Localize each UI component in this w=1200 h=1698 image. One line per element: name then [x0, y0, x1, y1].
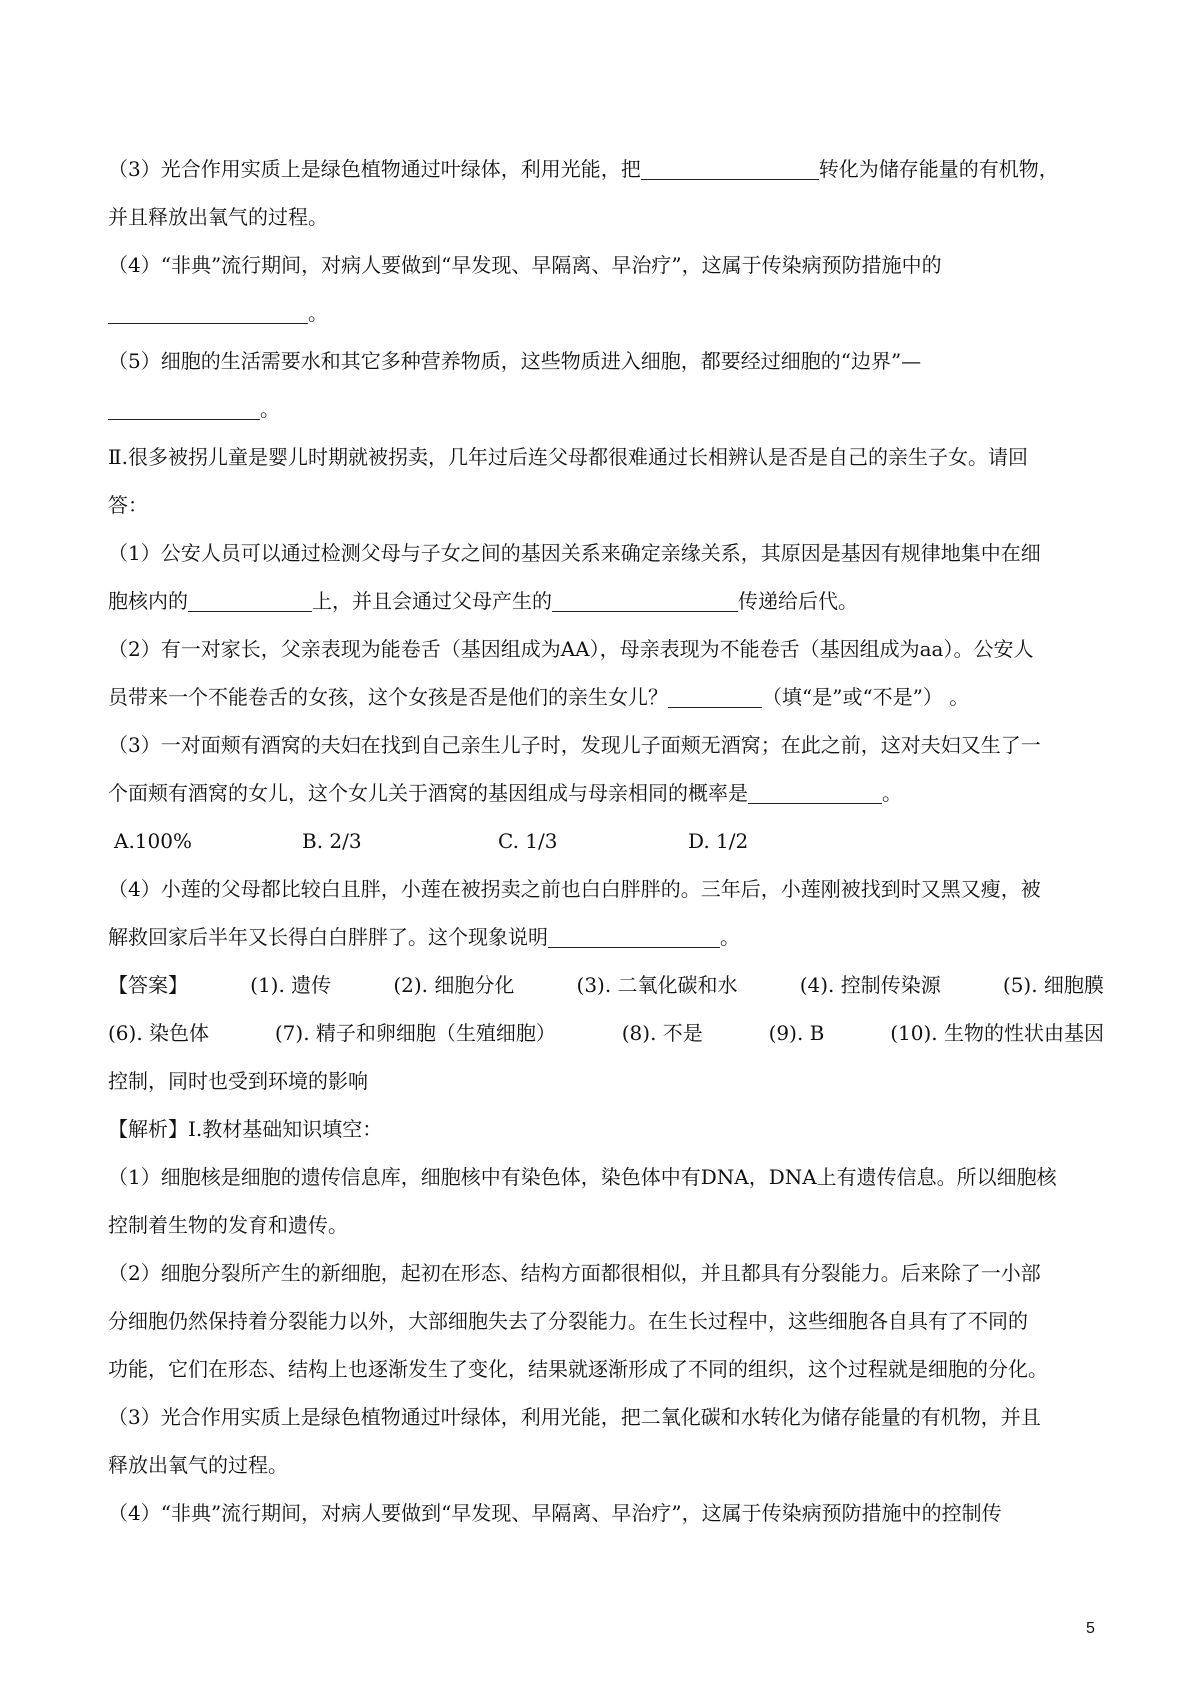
text: 解救回家后半年又长得白白胖胖了。这个现象说明 [108, 925, 548, 949]
part-2-question-3-line-1: （3）一对面颊有酒窝的夫妇在找到自己亲生儿子时，发现儿子面颊无酒窝；在此之前，这对夫妇又生了一 [108, 733, 1041, 757]
text: 。 [260, 397, 280, 421]
answer-item: (9). B [768, 1021, 825, 1045]
question-4-line-2 [108, 289, 1104, 337]
answer-line-1 [108, 961, 1104, 1009]
analysis-subheading: Ⅰ.教材基础知识填空： [188, 1117, 383, 1141]
part-2-question-2-line-2 [108, 673, 1104, 721]
option-b: B. 2/3 [302, 829, 362, 853]
answer-item: (10). 生物的性状由基因 [890, 1021, 1104, 1045]
text: （3）光合作用实质上是绿色植物通过叶绿体，利用光能，把 [108, 157, 641, 181]
question-5-line-1: （5）细胞的生活需要水和其它多种营养物质，这些物质进入细胞，都要经过细胞的“边界”— [108, 349, 922, 373]
answer-blank [108, 395, 260, 420]
analysis-line: 控制着生物的发育和遗传。 [108, 1213, 348, 1237]
answer-blank [748, 779, 882, 804]
answer-blank [552, 587, 738, 612]
answer-line-3: 控制，同时也受到环境的影响 [108, 1069, 368, 1093]
option-c: C. 1/3 [498, 829, 558, 853]
answer-blank [668, 683, 762, 708]
text: 上，并且会通过父母产生的 [312, 589, 552, 613]
part-2-question-3-line-2 [108, 769, 1104, 817]
text: （填“是”或“不是”） 。 [762, 685, 970, 709]
answer-line-2 [108, 1009, 1104, 1057]
text: 。 [308, 301, 328, 325]
part-2-question-2-line-1: （2）有一对家长，父亲表现为能卷舌（基因组成为AA），母亲表现为不能卷舌（基因组成为aa）。公安人 [108, 637, 1034, 661]
answer-blank [641, 155, 819, 180]
part-2-question-4-line-1: （4）小莲的父母都比较白且胖，小莲在被拐卖之前也白白胖胖的。三年后，小莲刚被找到时又黑又瘦，被 [108, 877, 1041, 901]
text: 。 [720, 925, 740, 949]
question-5-line-2 [108, 385, 1104, 433]
analysis-line: （4）“非典”流行期间，对病人要做到“早发现、早隔离、早治疗”，这属于传染病预防措施中的控制传 [108, 1501, 1002, 1525]
part-2-question-1-line-2 [108, 577, 1104, 625]
option-d: D. 1/2 [688, 829, 749, 853]
part-2-question-1-line-1: （1）公安人员可以通过检测父母与子女之间的基因关系来确定亲缘关系，其原因是基因有规律地集中在细 [108, 541, 1041, 565]
page-number: 5 [1086, 1620, 1095, 1637]
answer-item: (1). 遗传 [250, 973, 332, 997]
analysis-line: 分细胞仍然保持着分裂能力以外，大部细胞失去了分裂能力。在生长过程中，这些细胞各自具有了不同的 [108, 1309, 1028, 1333]
text: 转化为储存能量的有机物， [818, 157, 1059, 181]
analysis-line: （2）细胞分裂所产生的新细胞，起初在形态、结构方面都很相似，并且都具有分裂能力。后来除了一小部 [108, 1261, 1041, 1285]
option-a: A.100% [114, 829, 192, 853]
text: 员带来一个不能卷舌的女孩，这个女孩是否是他们的亲生女儿？ [108, 685, 668, 709]
answer-item: (2). 细胞分化 [393, 973, 515, 997]
text: 个面颊有酒窝的女儿，这个女儿关于酒窝的基因组成与母亲相同的概率是 [108, 781, 748, 805]
text: 胞核内的 [108, 589, 188, 613]
part-2-question-4-line-2 [108, 913, 1104, 961]
analysis-line: 功能，它们在形态、结构上也逐渐发生了变化，结果就逐渐形成了不同的组织，这个过程就是细胞的分化。 [108, 1357, 1048, 1381]
answer-item: (8). 不是 [621, 1021, 703, 1045]
analysis-line: （1）细胞核是细胞的遗传信息库，细胞核中有染色体，染色体中有DNA，DNA上有遗传信息。所以细胞核 [108, 1165, 1057, 1189]
choice-options [108, 817, 1104, 865]
answer-label: 【答案】 [108, 973, 188, 997]
answer-item: (4). 控制传染源 [799, 973, 941, 997]
analysis-line: （3）光合作用实质上是绿色植物通过叶绿体，利用光能，把二氧化碳和水转化为储存能量的有机物，并且 [108, 1405, 1041, 1429]
page-content [108, 145, 1104, 1537]
analysis-label: 【解析】 [108, 1117, 188, 1141]
text: 传递给后代。 [738, 589, 858, 613]
analysis-heading [108, 1105, 1104, 1153]
answer-item: (3). 二氧化碳和水 [576, 973, 738, 997]
question-3-line-2: 并且释放出氧气的过程。 [108, 205, 328, 229]
answer-blank [548, 923, 720, 948]
analysis-line: 释放出氧气的过程。 [108, 1453, 288, 1477]
text: 。 [882, 781, 902, 805]
answer-blank [188, 587, 312, 612]
question-4-line-1: （4）“非典”流行期间，对病人要做到“早发现、早隔离、早治疗”，这属于传染病预防措施中的 [108, 253, 942, 277]
answer-item: (6). 染色体 [108, 1021, 210, 1045]
part-2-intro-line-1: Ⅱ.很多被拐儿童是婴儿时期就被拐卖，几年过后连父母都很难通过长相辨认是否是自己的亲生子女。请回 [108, 445, 1028, 469]
answer-item: (5). 细胞膜 [1002, 973, 1104, 997]
answer-blank [108, 299, 308, 324]
question-3-line-1 [108, 145, 1104, 193]
part-2-intro-line-2: 答： [108, 493, 148, 517]
answer-item: (7). 精子和卵细胞（生殖细胞） [274, 1021, 556, 1045]
